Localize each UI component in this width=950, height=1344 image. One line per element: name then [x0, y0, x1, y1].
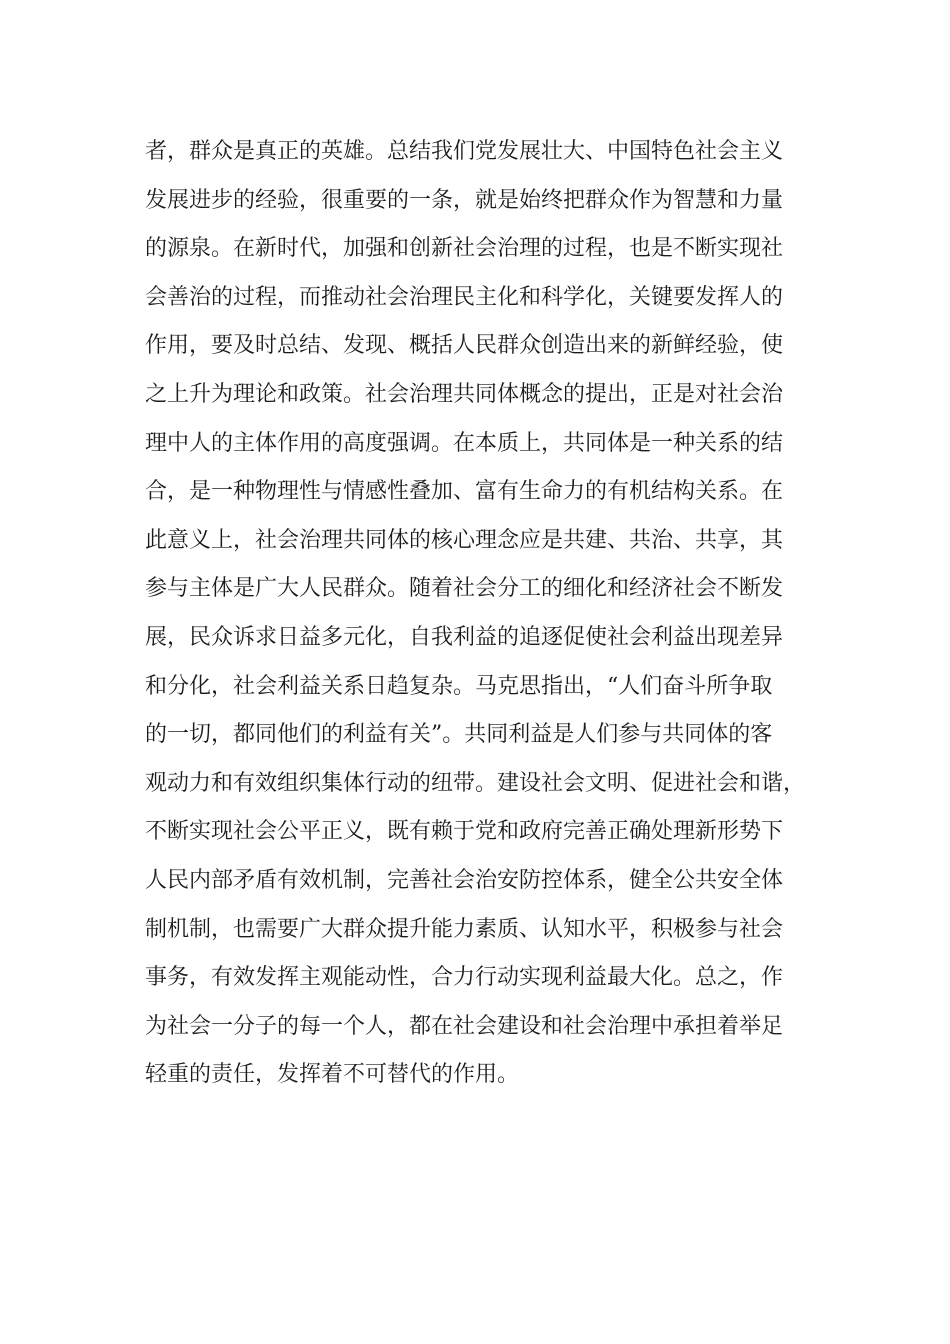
text-line: 展，民众诉求日益多元化，自我利益的追逐促使社会利益出现差异: [145, 624, 784, 650]
text-line: 的源泉。在新时代，加强和创新社会治理的过程，也是不断实现社: [145, 236, 784, 262]
text-line: 轻重的责任，发挥着不可替代的作用。: [145, 1062, 520, 1088]
text-line: 作用，要及时总结、发现、概括人民群众创造出来的新鲜经验，使: [145, 333, 784, 359]
text-line: 事务，有效发挥主观能动性，合力行动实现利益最大化。总之，作: [145, 965, 784, 991]
text-line: 合，是一种物理性与情感性叠加、富有生命力的有机结构关系。在: [145, 479, 784, 505]
text-line: 参与主体是广大人民群众。随着社会分工的细化和经济社会不断发: [145, 576, 784, 602]
text-line: 人民内部矛盾有效机制，完善社会治安防控体系，健全公共安全体: [145, 867, 784, 893]
text-line: 不断实现社会公平正义，既有赖于党和政府完善正确处理新形势下: [145, 819, 784, 845]
text-line: 会善治的过程，而推动社会治理民主化和科学化，关键要发挥人的: [145, 284, 784, 310]
text-line: 理中人的主体作用的高度强调。在本质上，共同体是一种关系的结: [145, 430, 784, 456]
text-line: 为社会一分子的每一个人，都在社会建设和社会治理中承担着举足: [145, 1013, 784, 1039]
text-line: 制机制，也需要广大群众提升能力素质、认知水平，积极参与社会: [145, 916, 784, 942]
text-line: 发展进步的经验，很重要的一条，就是始终把群众作为智慧和力量: [145, 187, 784, 213]
text-line: 之上升为理论和政策。社会治理共同体概念的提出，正是对社会治: [145, 381, 784, 407]
text-line: 观动力和有效组织集体行动的纽带。建设社会文明、促进社会和谐，: [145, 770, 805, 796]
text-line: 的一切，都同他们的利益有关”。共同利益是人们参与共同体的客: [145, 722, 773, 748]
text-line: 此意义上，社会治理共同体的核心理念应是共建、共治、共享，其: [145, 527, 784, 553]
body-paragraph: [145, 128, 805, 1100]
text-line: 和分化，社会利益关系日趋复杂。马克思指出，“人们奋斗所争取: [145, 673, 773, 699]
text-line: 者，群众是真正的英雄。总结我们党发展壮大、中国特色社会主义: [145, 139, 784, 164]
